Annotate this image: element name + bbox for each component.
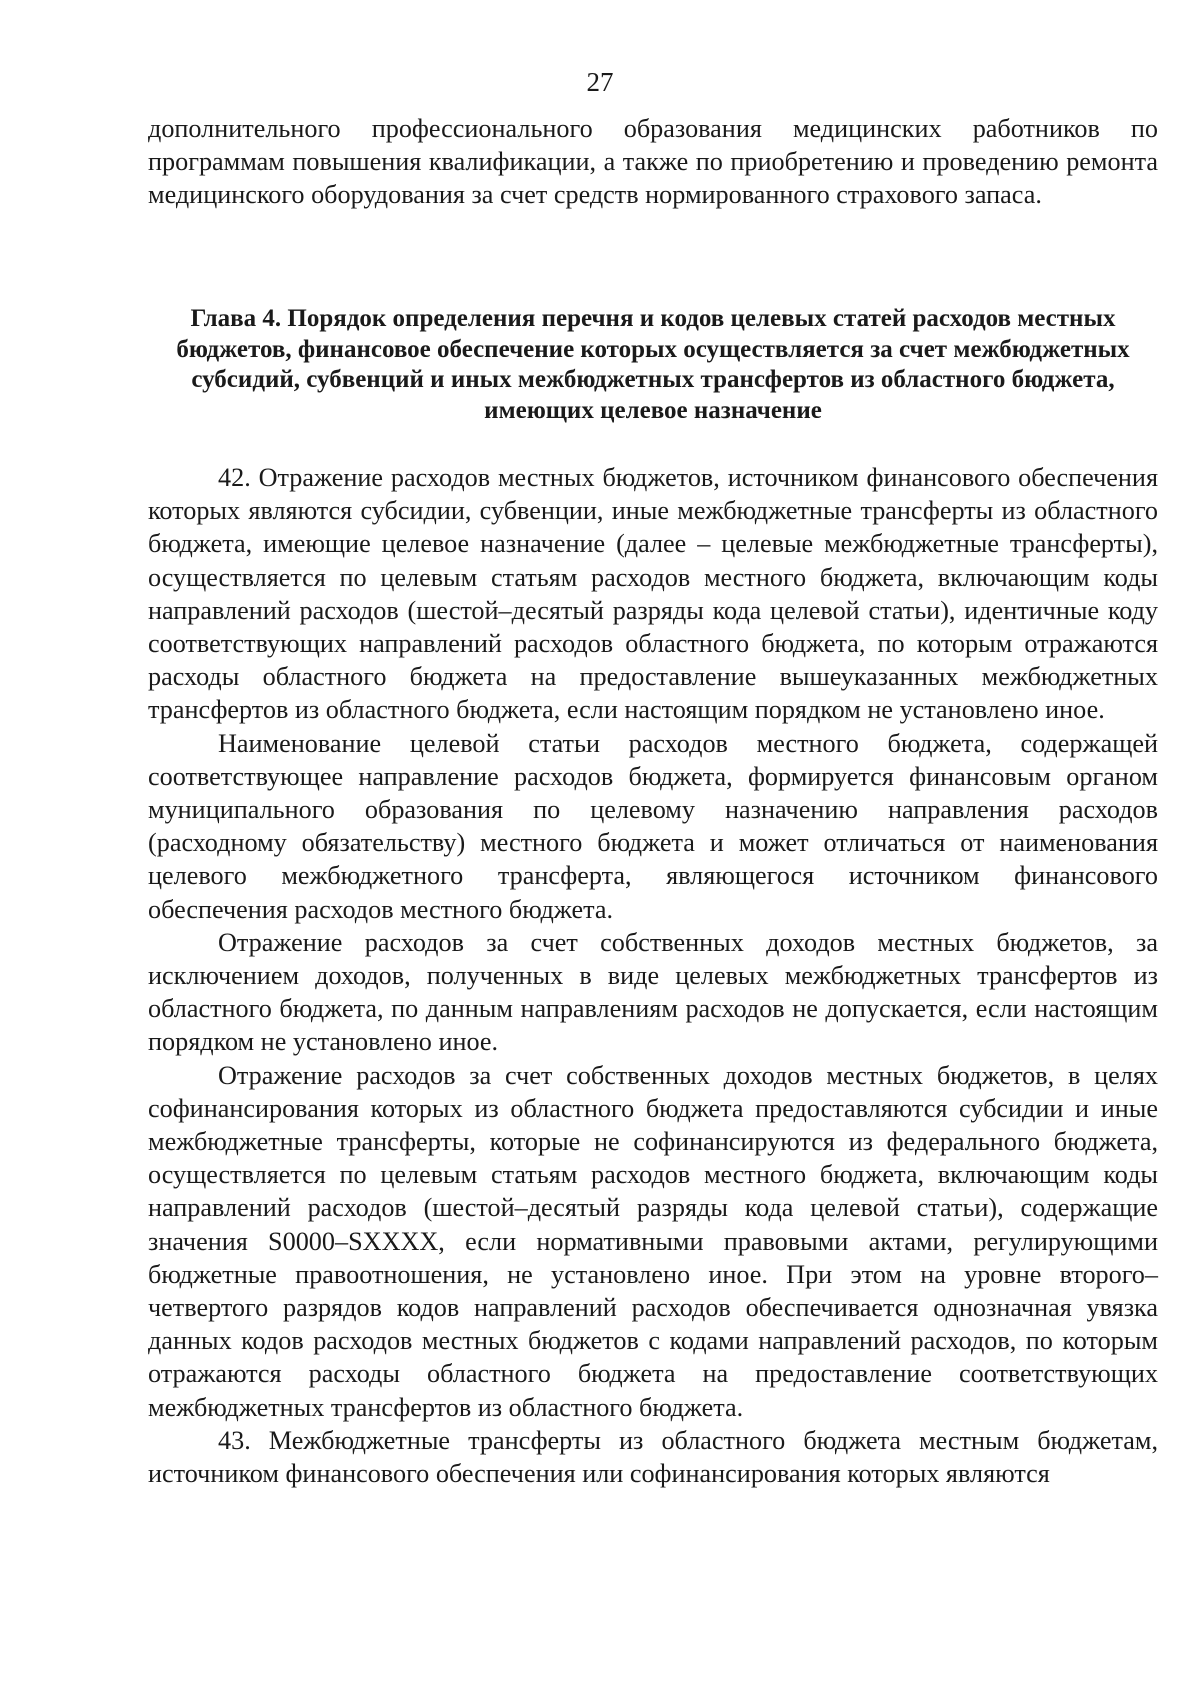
paragraph-cofinancing: Отражение расходов за счет собственных доходов местных бюджетов, в целях софинансирования которых из областного бюджета предоставляются субсидии и иные межбюджетные трансферты, которые не софинансируются из федерального бюджета, осуществляется по целевым статьям расходов местного бюджета, включающим коды направлений расходов (шестой–десятый разряды кода целевой статьи), содержащие значения S0000–SXXXX, если нормативными правовыми актами, регулирующими бюджетные правоотношения, не установлено иное. При этом на уровне второго–четвертого разрядов кодов направлений расходов обеспечивается однозначная увязка данных кодов расходов местных бюджетов с кодами направлений расходов, по которым отражаются расходы областного бюджета на предоставление соответствующих межбюджетных трансфертов из областного бюджета. (148, 1060, 1158, 1422)
intro-paragraph: дополнительного профессионального образования медицинских работников по программам повышения квалификации, а также по приобретению и проведению ремонта медицинского оборудования за счет средств нормированного страхового запаса. (148, 114, 1158, 210)
paragraph-own-revenue-restriction: Отражение расходов за счет собственных доходов местных бюджетов, за исключением доходов, полученных в виде целевых межбюджетных трансфертов из областного бюджета, по данным направлениям расходов не допускается, если настоящим порядком не установлено иное. (148, 927, 1158, 1057)
intro-block (148, 112, 1158, 212)
paragraph-42: 42. Отражение расходов местных бюджетов, источником финансового обеспечения которых являются субсидии, субвенции, иные межбюджетные трансферты из областного бюджета, имеющие целевое назначение (далее – целевые межбюджетные трансферты), осуществляется по целевым статьям расходов местного бюджета, включающим коды направлений расходов (шестой–десятый разряды кода целевой статьи), идентичные коду соответствующих направлений расходов областного бюджета, по которым отражаются расходы областного бюджета на предоставление вышеуказанных межбюджетных трансфертов из областного бюджета, если настоящим порядком не установлено иное. (148, 463, 1158, 725)
chapter-heading: Глава 4. Порядок определения перечня и кодов целевых статей расходов местных бюджетов, финансовое обеспечение которых осуществляется за счет межбюджетных субсидий, субвенций и иных межбюджетных трансфертов из областного бюджета, имеющих целевое назначение (176, 305, 1130, 424)
paragraph-target-item-naming: Наименование целевой статьи расходов местного бюджета, содержащей соответствующее направление расходов бюджета, формируется финансовым органом муниципального образования по целевому назначению направления расходов (расходному обязательству) местного бюджета и может отличаться от наименования целевого межбюджетного трансферта, являющегося источником финансового обеспечения расходов местного бюджета. (148, 728, 1158, 924)
chapter-body (148, 461, 1158, 1490)
page-number: 27 (586, 67, 614, 97)
paragraph-43: 43. Межбюджетные трансферты из областного бюджета местным бюджетам, источником финансового обеспечения или софинансирования которых являются (148, 1425, 1158, 1489)
